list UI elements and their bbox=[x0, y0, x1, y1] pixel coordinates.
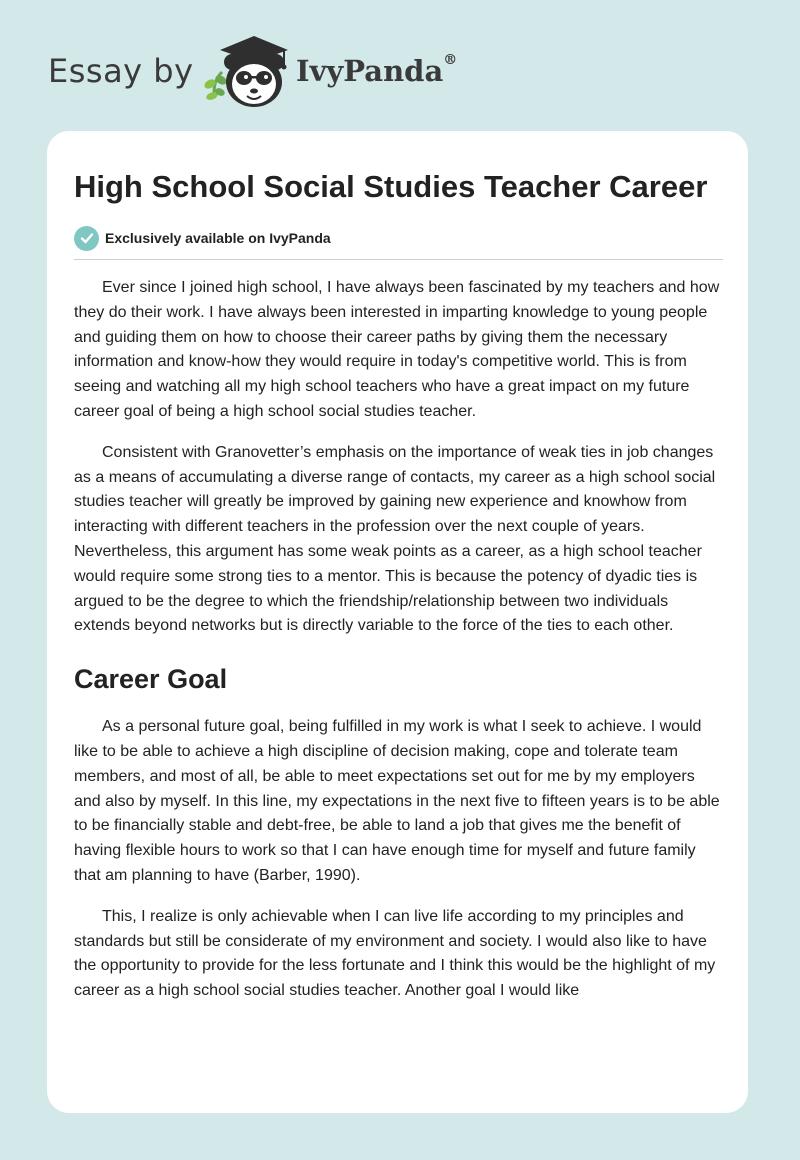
panda-logo-icon[interactable] bbox=[200, 34, 292, 110]
divider bbox=[74, 259, 723, 260]
check-icon bbox=[74, 226, 99, 251]
page-title: High School Social Studies Teacher Career bbox=[74, 169, 708, 204]
essay-content bbox=[74, 167, 723, 1004]
paragraph: As a personal future goal, being fulfilled in my work is what I seek to achieve. I would like to be able to achieve a high discipline of decision making, cope and tolerate team members, and most of all, be able to meet expectations set out for me by my employers and also by myself. In this line, my expectations in the next five to fifteen years is to be able to be financially stable and debt-free, be able to land a job that gives me the benefit of having flexible hours to work so that I can have enough time for myself and future family that am planning to have (Barber, 1990). bbox=[74, 718, 720, 884]
exclusive-badge bbox=[74, 225, 723, 251]
paragraph: This, I realize is only achievable when I can live life according to my principles and standards but still be considerate of my environment and society. I would also like to have the opportunity to provide for the less fortunate and I think this would be the highlight of my career as a high school social studies teacher. Another goal I would like bbox=[74, 907, 716, 1000]
section-heading: Career Goal bbox=[74, 664, 228, 695]
paragraph: Ever since I joined high school, I have always been fascinated by my teachers and how they do their work. I have always been interested in imparting knowledge to young people and guiding them on how to choose their career paths by giving them the necessary information and know-how they would require in today's competitive world. This is from seeing and watching all my high school teachers who have a great impact on my future career goal of being a high school social studies teacher. bbox=[74, 279, 720, 420]
paragraph: Consistent with Granovetter’s emphasis on the importance of weak ties in job changes as a means of accumulating a diverse range of contacts, my career as a high school social studies teacher will greatly be improved by gaining new experience and knowhow from interacting with different teachers in the profession over the next couple of years. Nevertheless, this argument has some weak points as a career, as a high school teacher would require some strong ties to a mentor. This is because the potency of dyadic ties is argued to be the degree to which the friendship/relationship between two individuals extends beyond networks but is directly variable to the force of the ties to each other. bbox=[74, 443, 716, 635]
essay-by-label: Essay by bbox=[48, 52, 194, 90]
essay-card bbox=[47, 131, 748, 1113]
brand-name[interactable]: IvyPanda® bbox=[296, 52, 458, 88]
exclusive-badge-text: Exclusively available on IvyPanda bbox=[105, 230, 331, 246]
registered-mark: ® bbox=[443, 52, 458, 68]
site-header bbox=[48, 34, 508, 110]
